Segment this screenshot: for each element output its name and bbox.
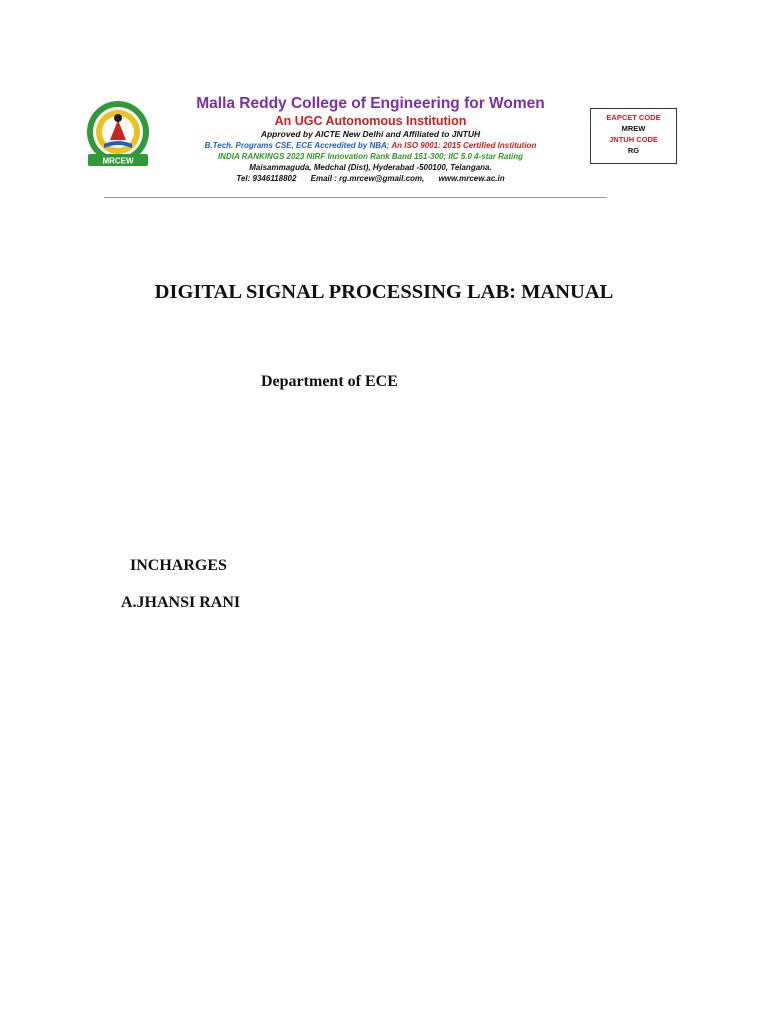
programs-line	[158, 140, 583, 151]
jntuh-code-label: JNTUH CODE	[609, 135, 658, 144]
jntuh-code-value: RG	[627, 146, 640, 155]
header-divider	[104, 197, 607, 198]
incharge-name: A.JHANSI RANI	[121, 594, 241, 611]
autonomous-status: An UGC Autonomous Institution	[274, 114, 467, 128]
address-line: Maisammaguda, Medchal (Dist), Hyderabad -500100, Telangana.	[249, 163, 492, 172]
eapcet-code-label: EAPCET CODE	[606, 113, 661, 122]
incharges-label: INCHARGES	[130, 557, 227, 574]
document-title: DIGITAL SIGNAL PROCESSING LAB: MANUAL	[154, 281, 614, 303]
contact-line	[158, 173, 583, 185]
iso-certification: An ISO 9001: 2015 Certified Institution	[391, 141, 537, 150]
logo-text: MRCEW	[102, 156, 134, 166]
rankings-line: INDIA RANKINGS 2023 NIRF Innovation Rank Band 151-300; IIC 5.0 4-star Rating	[217, 152, 524, 161]
programs-accreditation: B.Tech. Programs CSE, ECE Accredited by NBA;	[204, 141, 390, 150]
college-name: Malla Reddy College of Engineering for Women	[196, 95, 545, 112]
code-box	[590, 108, 677, 164]
department-name: Department of ECE	[261, 373, 398, 390]
eapcet-code-value: MREW	[621, 124, 646, 133]
college-logo	[80, 100, 156, 168]
website: www.mrcew.ac.in	[438, 174, 505, 183]
approval-line: Approved by AICTE New Delhi and Affiliated to JNTUH	[260, 129, 481, 139]
email-address: Email : rg.mrcew@gmail.com,	[310, 174, 425, 183]
college-info	[158, 94, 583, 185]
letterhead	[80, 94, 680, 194]
telephone: Tel: 9346118802	[236, 174, 297, 183]
